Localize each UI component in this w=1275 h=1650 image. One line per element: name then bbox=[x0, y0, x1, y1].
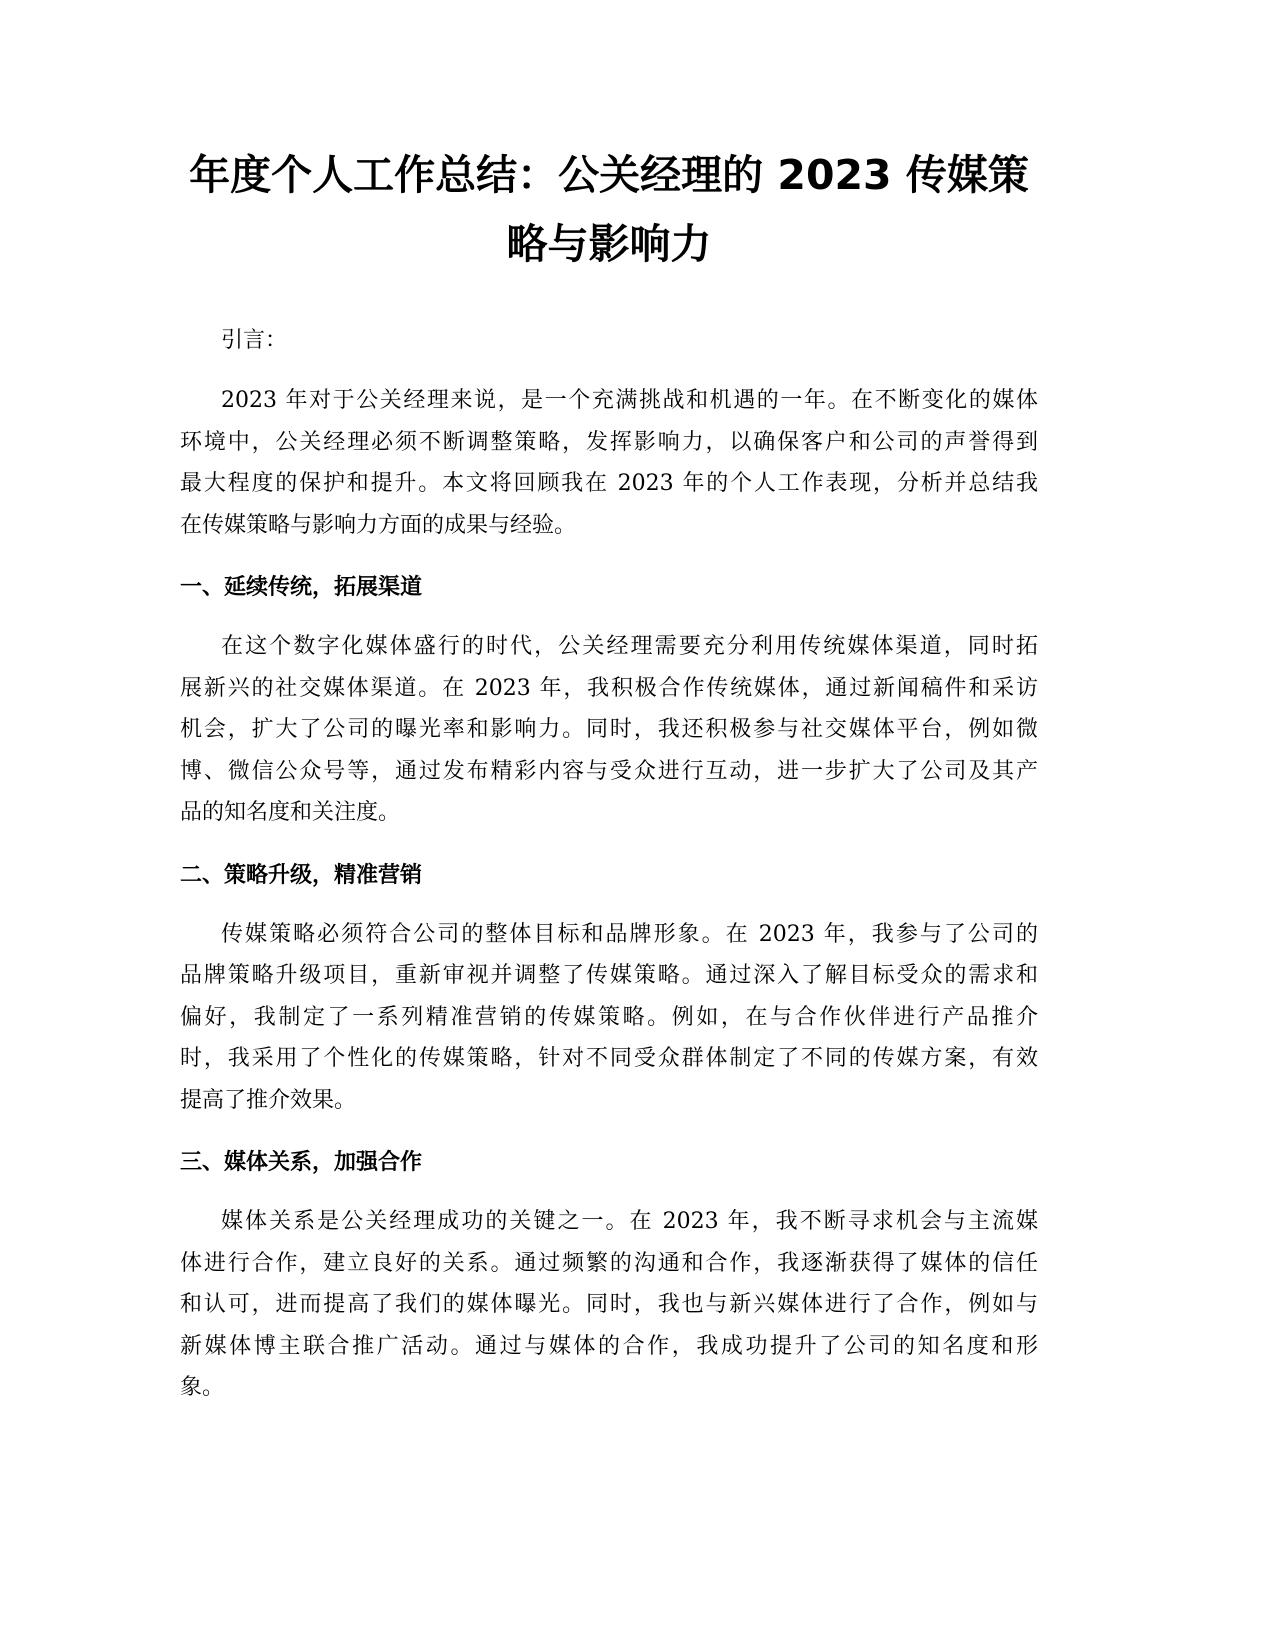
paragraph-line: 展新兴的社交媒体渠道。在 2023 年，我积极合作传统媒体，通过新闻稿件和采访 bbox=[180, 675, 1038, 701]
document-title bbox=[180, 141, 1038, 279]
paragraph-line: 机会，扩大了公司的曝光率和影响力。同时，我还积极参与社交媒体平台，例如微 bbox=[180, 717, 1038, 742]
section-paragraph bbox=[180, 626, 1038, 834]
paragraph-line: 提高了推介效果。 bbox=[180, 1087, 357, 1113]
paragraph-line: 2023 年对于公关经理来说，是一个充满挑战和机遇的一年。在不断变化的媒体 bbox=[221, 388, 1038, 413]
paragraph-line: 偏好，我制定了一系列精准营销的传媒策略。例如，在与合作伙伴进行产品推介 bbox=[180, 1004, 1038, 1030]
section-paragraph bbox=[180, 1201, 1038, 1409]
section-heading: 三、媒体关系，加强合作 bbox=[180, 1150, 423, 1175]
section-heading: 二、策略升级，精准营销 bbox=[180, 862, 423, 888]
title-line: 年度个人工作总结：公关经理的 2023 传媒策 bbox=[189, 151, 1029, 199]
paragraph-line: 和认可，进而提高了我们的媒体曝光。同时，我也与新兴媒体进行了合作，例如与 bbox=[180, 1292, 1038, 1317]
paragraph-line: 环境中，公关经理必须不断调整策略，发挥影响力，以确保客户和公司的声誉得到 bbox=[180, 429, 1038, 455]
intro-paragraph bbox=[180, 380, 1038, 546]
paragraph-line: 在这个数字化媒体盛行的时代，公关经理需要充分利用传统媒体渠道，同时拓 bbox=[221, 634, 1038, 659]
section-heading: 一、延续传统，拓展渠道 bbox=[180, 575, 423, 600]
paragraph-line: 最大程度的保护和提升。本文将回顾我在 2023 年的个人工作表现，分析并总结我 bbox=[180, 471, 1038, 496]
document-page bbox=[180, 0, 1038, 1409]
paragraph-line: 体进行合作，建立良好的关系。通过频繁的沟通和合作，我逐渐获得了媒体的信任 bbox=[180, 1250, 1038, 1276]
paragraph-line: 新媒体博主联合推广活动。通过与媒体的合作，我成功提升了公司的知名度和形 bbox=[180, 1333, 1038, 1359]
paragraph-line: 在传媒策略与影响力方面的成果与经验。 bbox=[180, 512, 577, 538]
section-paragraph bbox=[180, 914, 1038, 1122]
paragraph-line: 品牌策略升级项目，重新审视并调整了传媒策略。通过深入了解目标受众的需求和 bbox=[180, 963, 1038, 988]
title-line: 略与影响力 bbox=[506, 220, 712, 268]
intro-label: 引言： bbox=[221, 328, 288, 353]
paragraph-line: 传媒策略必须符合公司的整体目标和品牌形象。在 2023 年，我参与了公司的 bbox=[221, 921, 1038, 947]
paragraph-line: 品的知名度和关注度。 bbox=[180, 800, 401, 825]
paragraph-line: 媒体关系是公关经理成功的关键之一。在 2023 年，我不断寻求机会与主流媒 bbox=[221, 1209, 1038, 1234]
paragraph-line: 时，我采用了个性化的传媒策略，针对不同受众群体制定了不同的传媒方案，有效 bbox=[180, 1046, 1038, 1071]
paragraph-line: 象。 bbox=[180, 1375, 225, 1400]
paragraph-line: 博、微信公众号等，通过发布精彩内容与受众进行互动，进一步扩大了公司及其产 bbox=[180, 758, 1038, 784]
